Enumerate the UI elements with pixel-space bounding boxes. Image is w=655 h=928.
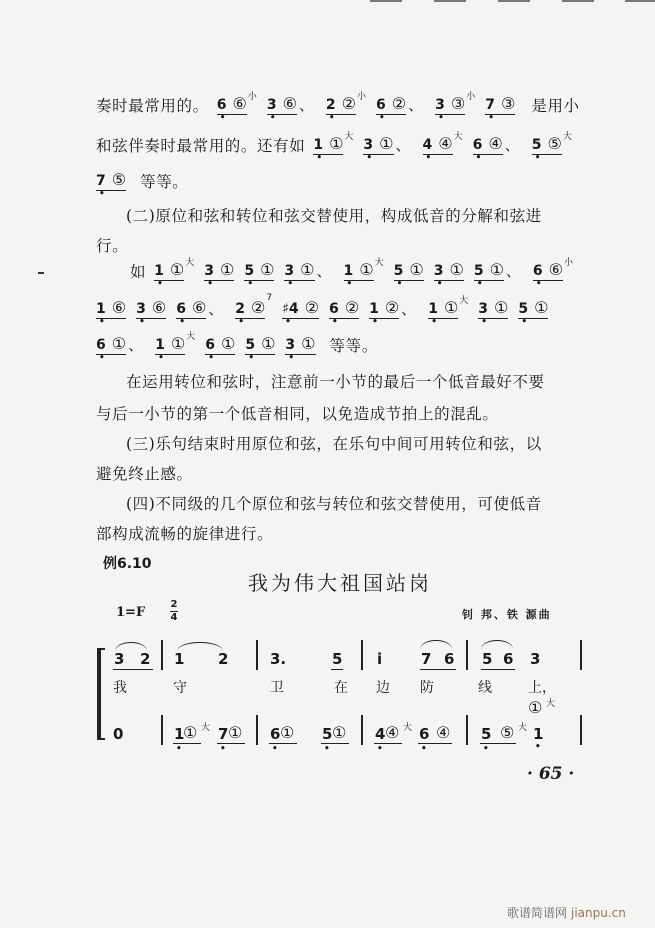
bass-note: 2 bbox=[235, 301, 246, 317]
bass-note: 1 bbox=[313, 137, 324, 153]
note-chord-pair: 5 ① • 、 bbox=[473, 260, 521, 289]
barline bbox=[161, 640, 163, 670]
bass-note: 3 bbox=[363, 137, 374, 153]
bass-note: 1 bbox=[155, 337, 165, 353]
low-octave-dot: • bbox=[421, 744, 427, 754]
notation-row-3 bbox=[96, 170, 136, 197]
chord-symbol: ① bbox=[220, 334, 236, 353]
chord-quality: 大 bbox=[201, 723, 211, 733]
barline bbox=[361, 640, 363, 670]
note-chord-pair bbox=[155, 334, 195, 361]
chord-symbol: ⑥ bbox=[282, 94, 297, 113]
bass-note: 6 bbox=[96, 337, 106, 353]
bass-note: 5 bbox=[245, 337, 256, 353]
chord-symbol: ① bbox=[534, 298, 549, 317]
low-octave-dot: • bbox=[488, 113, 495, 123]
low-octave-dot: • bbox=[287, 279, 294, 289]
low-octave-dot: • bbox=[425, 153, 432, 163]
bass-note: 6 bbox=[216, 97, 227, 113]
chord-symbol: ③ bbox=[501, 94, 516, 113]
chord-symbol: ④ bbox=[385, 723, 400, 742]
chord-symbol: ⑤ bbox=[500, 723, 515, 742]
chord-symbol: ① bbox=[359, 260, 374, 279]
bass-note: 3 bbox=[266, 97, 277, 113]
note-chord-pair bbox=[313, 134, 353, 161]
bass-note: 5 bbox=[481, 725, 492, 743]
bass-note: 5 bbox=[473, 263, 484, 279]
lyric: 上， bbox=[528, 680, 556, 696]
low-octave-dot: • bbox=[535, 742, 541, 752]
scan-edge-line bbox=[434, 0, 466, 2]
note-chord-pair bbox=[154, 260, 194, 287]
chord-symbol: ② bbox=[391, 94, 407, 113]
low-octave-dot: • bbox=[324, 744, 330, 754]
chord-symbol: ① bbox=[443, 298, 459, 317]
paragraph-4-line-2: 避免终止感。 bbox=[96, 465, 193, 483]
melody-note: 5 bbox=[482, 650, 493, 668]
chord-symbol: ② bbox=[251, 298, 266, 317]
system-bracket bbox=[97, 648, 101, 740]
chord-symbol: ① bbox=[300, 260, 315, 279]
chord-quality: 大 bbox=[186, 332, 196, 342]
beam bbox=[331, 669, 343, 670]
low-octave-dot: • bbox=[207, 279, 213, 289]
bass-note: 6 bbox=[472, 137, 483, 153]
bass-note: ♯4 bbox=[282, 301, 299, 317]
note-chord-pair bbox=[435, 94, 475, 121]
slur bbox=[420, 640, 452, 649]
bass-note: 4 bbox=[422, 137, 433, 153]
low-octave-dot: • bbox=[475, 153, 482, 163]
melody-note: 6 bbox=[444, 650, 455, 668]
barline bbox=[161, 715, 163, 745]
chord-symbol: ① bbox=[260, 260, 275, 279]
chord-symbol: ① bbox=[228, 723, 243, 742]
note-chord-pair bbox=[329, 298, 359, 325]
bass-note: 5 bbox=[518, 301, 529, 317]
text-line-p2-3: 如 1 ① • 大 3 ① • 5 ① • 3 ① • 、 1 ① • 大 5 ① • 3 ① • 5 ① • 、 6 ⑥ • 小 bbox=[130, 260, 583, 287]
lyric: 卫 bbox=[270, 680, 284, 696]
bass-note: 2 bbox=[325, 97, 336, 113]
note-chord-pair bbox=[344, 260, 384, 287]
note-chord-pair bbox=[394, 260, 424, 287]
low-octave-dot: • bbox=[220, 744, 226, 754]
chord-symbol: ⑤ bbox=[111, 170, 127, 189]
chord-symbol: ① bbox=[261, 334, 276, 353]
melody-note: 7 bbox=[421, 650, 432, 668]
chord-symbol: ⑥ bbox=[111, 298, 127, 317]
chord-quality: 小 bbox=[564, 258, 574, 268]
chord-quality: 大 bbox=[546, 699, 556, 709]
low-octave-dot: • bbox=[377, 744, 383, 754]
chord-symbol: ② bbox=[341, 94, 357, 113]
bass-note: 6 bbox=[376, 97, 386, 113]
low-octave-dot: • bbox=[288, 353, 295, 363]
chord-quality: 小 bbox=[247, 92, 257, 102]
low-octave-dot: • bbox=[247, 279, 254, 289]
low-octave-dot: • bbox=[483, 744, 489, 754]
chord-quality: 大 bbox=[403, 723, 413, 733]
melody-note: 6 bbox=[503, 650, 514, 668]
low-octave-dot: • bbox=[157, 279, 163, 289]
melody-note: 2 bbox=[218, 650, 229, 668]
low-octave-dot: • bbox=[316, 153, 323, 163]
chord-quality: 大 bbox=[453, 132, 463, 142]
paragraph-5-line-2: 部构成流畅的旋律进行。 bbox=[96, 525, 274, 543]
song-title: 我为伟大祖国站岗 bbox=[248, 571, 432, 595]
scan-edge-line bbox=[370, 0, 402, 2]
low-octave-dot: • bbox=[436, 279, 443, 289]
chord-symbol: ① bbox=[280, 723, 295, 742]
barline bbox=[361, 715, 363, 745]
note-chord-pair: 6 ① • 、 bbox=[96, 334, 144, 363]
lyric: 边 bbox=[376, 680, 390, 696]
note-chord-pair bbox=[205, 334, 235, 361]
paragraph-4-line-1: (三)乐句结束时用原位和弦，在乐句中间可用转位和弦，以 bbox=[126, 435, 542, 453]
melody-note: 3. bbox=[270, 650, 287, 668]
note-chord-pair bbox=[235, 293, 273, 327]
chord-symbol: ④ bbox=[438, 134, 453, 153]
low-octave-dot: • bbox=[534, 153, 541, 163]
low-octave-dot: • bbox=[176, 744, 182, 754]
low-octave-dot: • bbox=[481, 317, 488, 327]
chord-symbol: ① bbox=[489, 260, 504, 279]
paragraph-5-line-1: (四)不同级的几个原位和弦与转位和弦交替使用，可使低音 bbox=[126, 495, 542, 513]
note-chord-pair bbox=[282, 298, 319, 325]
notation-row-4 bbox=[154, 260, 583, 287]
bass-note: 3 bbox=[204, 263, 214, 279]
scan-edge-line bbox=[625, 0, 655, 2]
note-chord-pair: 3 ① • 、 bbox=[284, 260, 332, 289]
page-number: · 65 · bbox=[527, 764, 575, 784]
bass-note: 1 bbox=[174, 725, 185, 743]
low-octave-dot: • bbox=[438, 113, 444, 123]
chord-quality: 大 bbox=[185, 258, 195, 268]
bass-note: 5 bbox=[531, 137, 542, 153]
low-octave-dot: • bbox=[99, 317, 105, 327]
low-octave-dot: • bbox=[366, 153, 373, 163]
text-line-p2-4 bbox=[96, 293, 558, 327]
beam bbox=[420, 669, 456, 670]
note-chord-pair bbox=[136, 298, 166, 325]
low-octave-dot: • bbox=[521, 317, 528, 327]
chord-symbol: ④ bbox=[436, 723, 451, 742]
melody-note: i bbox=[377, 650, 383, 668]
chord-symbol: ① bbox=[449, 260, 464, 279]
chord-symbol: ⑥ bbox=[191, 298, 207, 317]
note-chord-pair: 3 ① • 、 bbox=[363, 134, 411, 163]
low-octave-dot: • bbox=[346, 279, 353, 289]
chord-quality: 7 bbox=[266, 293, 273, 303]
low-octave-dot: • bbox=[99, 353, 105, 363]
barline bbox=[580, 715, 582, 745]
low-octave-dot: • bbox=[238, 317, 245, 327]
bass-note: 1 bbox=[533, 725, 544, 743]
bass-note: 6 bbox=[532, 263, 543, 279]
beam bbox=[113, 669, 153, 670]
low-octave-dot: • bbox=[158, 353, 164, 363]
chord-symbol: ① bbox=[169, 260, 185, 279]
notation-row-1 bbox=[217, 94, 526, 121]
bass-note: 0 bbox=[113, 725, 124, 743]
chord-symbol: ② bbox=[384, 298, 400, 317]
low-octave-dot: • bbox=[208, 353, 214, 363]
beam bbox=[481, 669, 515, 670]
low-octave-dot: • bbox=[272, 744, 278, 754]
lyric: 在 bbox=[334, 680, 348, 696]
chord-quality: 小 bbox=[466, 92, 476, 102]
bass-note: 6 bbox=[205, 337, 215, 353]
bass-note: 3 bbox=[284, 263, 295, 279]
chord-symbol: ④ bbox=[488, 134, 503, 153]
bass-note: 6 bbox=[328, 301, 339, 317]
chord-symbol: ① bbox=[219, 260, 235, 279]
chord-symbol: ① bbox=[494, 298, 509, 317]
low-octave-dot: • bbox=[431, 317, 437, 327]
paragraph-2-line-1: (二)原位和弦和转位和弦交替使用，构成低音的分解和弦进 bbox=[126, 207, 542, 225]
chord-quality: 大 bbox=[518, 723, 528, 733]
paragraph-3-line-2: 与后一小节的第一个低音相同，以免造成节拍上的混乱。 bbox=[96, 405, 499, 423]
bass-note: 7 bbox=[485, 97, 495, 113]
bass-note: 1 bbox=[343, 263, 354, 279]
melody-note: 1 bbox=[174, 650, 185, 668]
chord-quality: 大 bbox=[374, 258, 384, 268]
low-octave-dot: • bbox=[99, 189, 105, 199]
composer-credit: 钊 邦、铁 源曲 bbox=[462, 608, 552, 621]
melody-note: 3 bbox=[114, 650, 125, 668]
bass-note: 1 bbox=[96, 301, 106, 317]
scan-edge-line bbox=[498, 0, 530, 2]
chord-symbol: ① bbox=[301, 334, 316, 353]
low-octave-dot: • bbox=[396, 279, 403, 289]
lyric: 线 bbox=[478, 680, 492, 696]
key-signature: 1=F bbox=[116, 605, 146, 620]
text-line-1: 奏时最常用的。 6 ⑥ • 小 3 ⑥ • 、 2 ② • 小 6 ② • 、 3 ③ • 小 7 ③ • 是用小 bbox=[96, 94, 580, 121]
note-chord-pair: 6 ⑥ • 、 bbox=[176, 298, 224, 327]
note-chord-pair bbox=[217, 94, 257, 121]
note-chord-pair bbox=[478, 298, 508, 325]
note-chord-pair bbox=[423, 134, 463, 161]
chord-quality: 大 bbox=[562, 132, 572, 142]
chord-symbol: ① bbox=[329, 134, 344, 153]
note-chord-pair bbox=[532, 134, 572, 161]
low-octave-dot: • bbox=[219, 113, 226, 123]
barline bbox=[466, 715, 468, 745]
low-octave-dot: • bbox=[179, 317, 185, 327]
note-chord-pair: 6 ④ • 、 bbox=[472, 134, 520, 163]
chord-symbol: ⑤ bbox=[547, 134, 562, 153]
low-octave-dot: • bbox=[328, 113, 335, 123]
chord-symbol: ⑥ bbox=[232, 94, 247, 113]
note-chord-pair bbox=[204, 260, 234, 287]
note-chord-pair bbox=[485, 94, 515, 121]
bass-note: 1 bbox=[428, 301, 438, 317]
note-chord-pair bbox=[244, 260, 274, 287]
bass-note: 4 bbox=[375, 725, 386, 743]
low-octave-dot: • bbox=[139, 317, 145, 327]
barline bbox=[256, 640, 258, 670]
melody-note: 5 bbox=[332, 650, 343, 668]
lyric: 防 bbox=[420, 680, 434, 696]
melody-note: 3 bbox=[530, 650, 541, 668]
slur bbox=[481, 640, 513, 649]
bass-note: 7 bbox=[218, 725, 229, 743]
lyric: 我 bbox=[113, 680, 127, 696]
chord-symbol: ① bbox=[528, 698, 543, 717]
barline bbox=[466, 640, 468, 670]
note-chord-pair: 1 ② • 、 bbox=[369, 298, 417, 327]
bass-note: 3 bbox=[478, 301, 489, 317]
note-chord-pair bbox=[428, 298, 468, 325]
chord-symbol: ① bbox=[170, 334, 186, 353]
low-octave-dot: • bbox=[285, 317, 291, 327]
bass-note: 3 bbox=[433, 263, 444, 279]
chord-symbol: ⑥ bbox=[151, 298, 167, 317]
barline bbox=[580, 640, 582, 670]
scan-edge-line bbox=[562, 0, 594, 2]
bass-note: 3 bbox=[435, 97, 445, 113]
text-line-2: 和弦伴奏时最常用的。还有如 1 ① • 大 3 ① • 、 4 ④ • 大 6 ④ • 、 5 ⑤ • 大 bbox=[96, 134, 582, 161]
scan-speck bbox=[38, 272, 44, 274]
chord-symbol: ② bbox=[304, 298, 319, 317]
chord-symbol: ② bbox=[344, 298, 360, 317]
chord-symbol: ③ bbox=[450, 94, 466, 113]
text-line-p2-5: 6 ① • 、 1 ① • 大 6 ① • 5 ① • 3 ① • 等等。 bbox=[96, 334, 378, 361]
paragraph-3-line-1: 在运用转位和弦时，注意前一小节的最后一个低音最好不要 bbox=[126, 373, 545, 391]
bass-note: 5 bbox=[393, 263, 404, 279]
bass-note: 5 bbox=[244, 263, 255, 279]
paragraph-2-line-2: 行。 bbox=[96, 237, 129, 255]
bass-note: 1 bbox=[154, 263, 164, 279]
text-line-3: 7 ⑤ • 等等。 bbox=[96, 170, 189, 199]
bass-note: 6 bbox=[176, 301, 186, 317]
note-chord-pair bbox=[434, 260, 464, 287]
chord-symbol: ① bbox=[409, 260, 424, 279]
bass-note: 3 bbox=[285, 337, 296, 353]
barline bbox=[256, 715, 258, 745]
chord-symbol: ① bbox=[183, 723, 198, 742]
bass-note: 3 bbox=[136, 301, 146, 317]
example-label: 例6.10 bbox=[103, 556, 152, 572]
low-octave-dot: • bbox=[269, 113, 276, 123]
note-chord-pair bbox=[245, 334, 275, 361]
note-chord-pair bbox=[533, 260, 573, 287]
low-octave-dot: • bbox=[372, 317, 378, 327]
note-chord-pair bbox=[96, 170, 126, 197]
time-signature: 2 4 bbox=[170, 599, 178, 623]
notation-row-6 bbox=[96, 334, 326, 361]
lyric: 守 bbox=[173, 680, 187, 696]
low-octave-dot: • bbox=[331, 317, 338, 327]
bass-note: 5 bbox=[322, 725, 333, 743]
low-octave-dot: • bbox=[379, 113, 385, 123]
chord-quality: 大 bbox=[344, 132, 354, 142]
chord-quality: 小 bbox=[357, 92, 367, 102]
bass-note: 6 bbox=[419, 725, 430, 743]
bass-note: 1 bbox=[369, 301, 379, 317]
chord-symbol: ⑥ bbox=[548, 260, 564, 279]
watermark: 歌谱简谱网 jianpu.cn bbox=[507, 906, 626, 920]
note-chord-pair bbox=[518, 298, 548, 325]
melody-note: 2 bbox=[140, 650, 151, 668]
note-chord-pair: 3 ⑥ • 、 bbox=[266, 94, 314, 123]
low-octave-dot: • bbox=[535, 279, 542, 289]
note-chord-pair: 6 ② • 、 bbox=[376, 94, 424, 123]
note-chord-pair bbox=[285, 334, 315, 361]
chord-quality: 大 bbox=[459, 296, 469, 306]
note-chord-pair bbox=[96, 298, 126, 325]
chord-symbol: ① bbox=[111, 334, 127, 353]
chord-symbol: ① bbox=[332, 723, 347, 742]
notation-row-5 bbox=[96, 293, 558, 327]
bass-note: 7 bbox=[96, 173, 106, 189]
bass-note: 6 bbox=[270, 725, 281, 743]
notation-row-2 bbox=[313, 134, 582, 161]
chord-symbol: ① bbox=[379, 134, 394, 153]
low-octave-dot: • bbox=[248, 353, 255, 363]
note-chord-pair bbox=[326, 94, 366, 121]
low-octave-dot: • bbox=[476, 279, 483, 289]
